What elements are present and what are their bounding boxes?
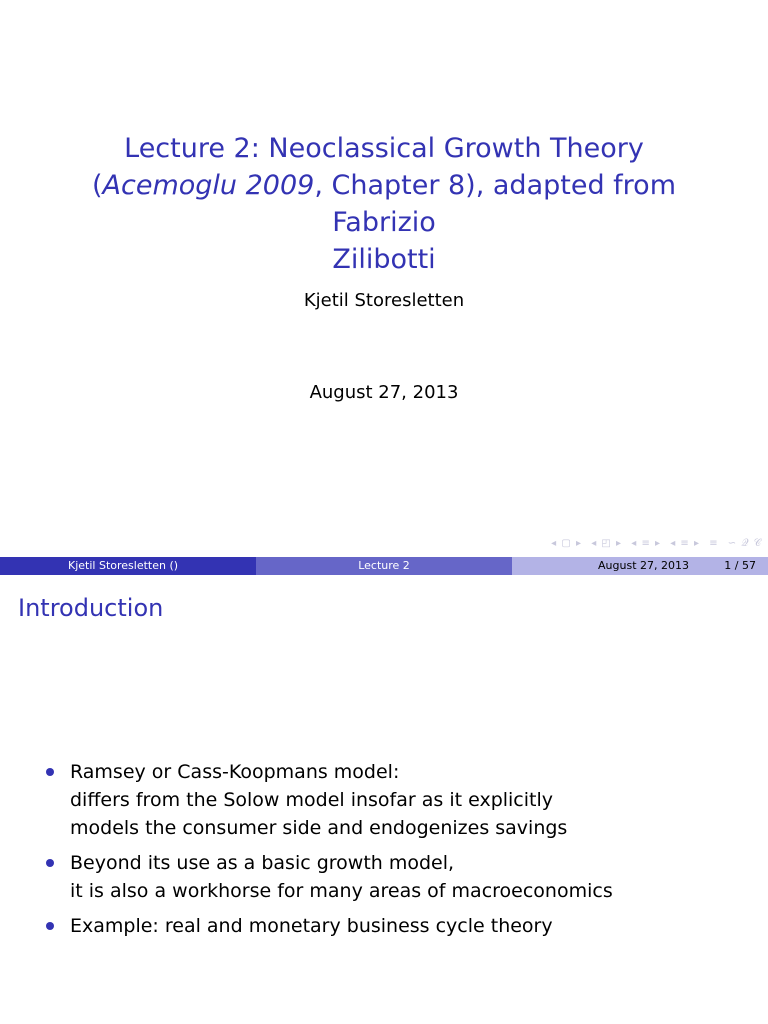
bullet-item <box>46 849 746 905</box>
bullet-line: Example: real and monetary business cycle theory <box>70 915 553 937</box>
title-citation: Acemoglu 2009 <box>102 170 315 201</box>
title-line-3: Zilibotti <box>332 244 436 275</box>
nav-section-icon[interactable]: ◂ ≡ ▸ <box>631 538 662 549</box>
footer-author: Kjetil Storesletten () <box>68 559 179 572</box>
nav-menu-icon[interactable]: ≡ <box>709 538 719 549</box>
bullet-item <box>46 912 746 940</box>
footer-date: August 27, 2013 <box>598 559 689 572</box>
presentation-date: August 27, 2013 <box>309 382 459 403</box>
bullet-line: Beyond its use as a basic growth model, <box>70 852 455 874</box>
bullet-icon <box>46 922 54 930</box>
title-line-1: Lecture 2: Neoclassical Growth Theory <box>124 133 644 164</box>
bullet-icon <box>46 768 54 776</box>
nav-search-icon[interactable]: ∽ 𝒬 𝒞 <box>727 538 762 549</box>
lecture-title <box>40 130 728 278</box>
title-paren: ( <box>91 170 103 201</box>
footer-title: Lecture 2 <box>358 559 410 572</box>
beamer-navigation <box>546 538 762 549</box>
bullet-icon <box>46 859 54 867</box>
title-line-2-rest: , Chapter 8), adapted from Fabrizio <box>314 170 677 238</box>
footer-author-segment <box>0 557 256 575</box>
footer-page-number: 1 / 57 <box>724 559 756 572</box>
title-line-2 <box>40 167 728 241</box>
nav-document-icon[interactable]: ◂ ≡ ▸ <box>670 538 701 549</box>
author-name: Kjetil Storesletten <box>303 290 465 311</box>
nav-frame-icon[interactable]: ◂ ▢ ▸ <box>551 538 583 549</box>
bullet-line: it is also a workhorse for many areas of macroeconomics <box>70 880 613 902</box>
footer-date-segment <box>512 557 768 575</box>
frame-title: Introduction <box>18 594 164 622</box>
bullet-list <box>46 758 746 947</box>
slide-footer <box>0 557 768 575</box>
bullet-line: Ramsey or Cass-Koopmans model: <box>70 761 400 783</box>
nav-subsection-icon[interactable]: ◂ ◰ ▸ <box>591 538 623 549</box>
bullet-line: models the consumer side and endogenizes savings <box>70 817 568 839</box>
bullet-item <box>46 758 746 842</box>
footer-title-segment <box>256 557 512 575</box>
bullet-line: differs from the Solow model insofar as it explicitly <box>70 789 554 811</box>
introduction-slide <box>0 576 768 1024</box>
